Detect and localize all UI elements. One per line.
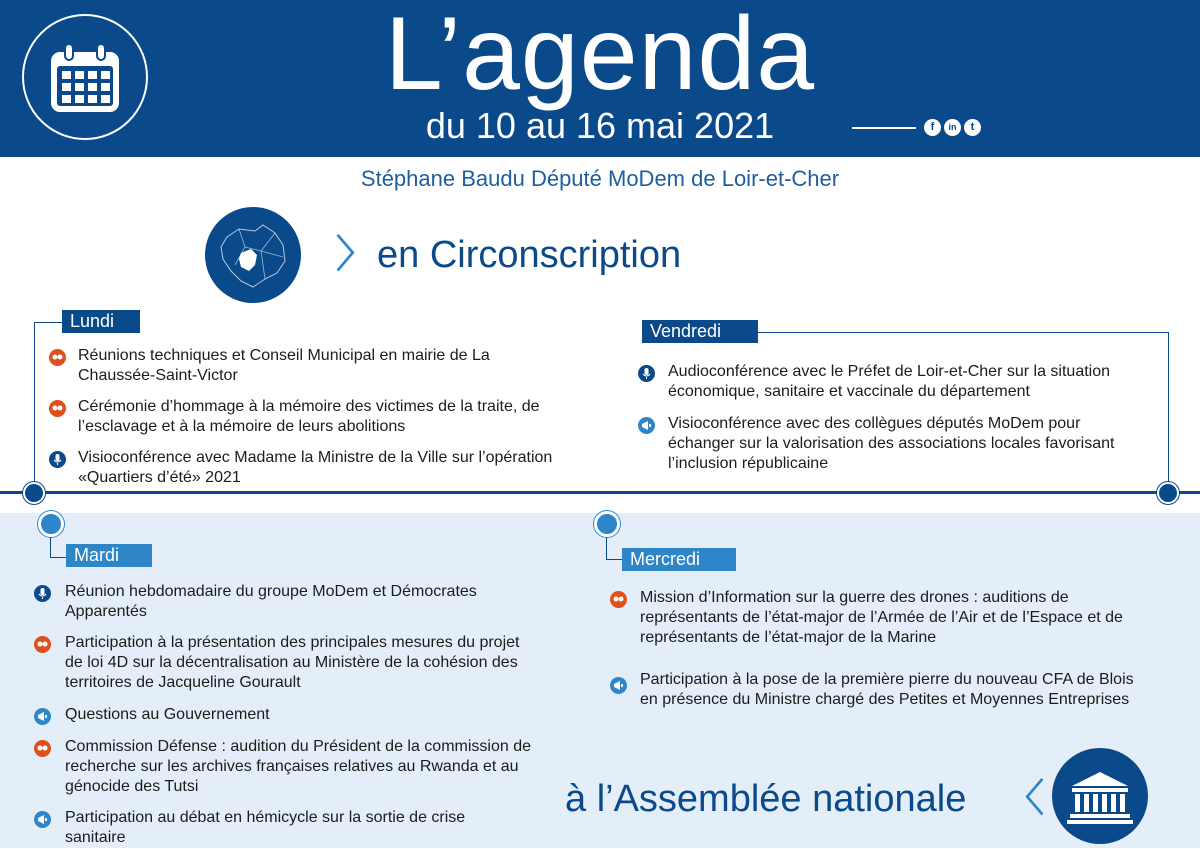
assemblee-circle — [1052, 748, 1148, 844]
mardi-item-5: Participation au débat en hémicycle sur la sortie de crise sanitaire — [65, 809, 466, 846]
lundi-item-3: Visioconférence avec Madame la Ministre de la Ville sur l’opération «Quartiers d’été» 2021 — [78, 449, 553, 486]
deputy-subtitle: Stéphane Baudu Député MoDem de Loir-et-Cher — [360, 166, 840, 191]
meeting-icon — [610, 591, 627, 608]
meeting-icon — [49, 400, 66, 417]
lundi-item-1: Réunions techniques et Conseil Municipal en mairie de La Chaussée-Saint-Victor — [78, 347, 490, 384]
assemblee-building-icon — [1052, 748, 1148, 844]
lundi-connector-vertical — [34, 322, 35, 492]
mardi-dot — [38, 511, 64, 537]
twitter-icon[interactable]: t — [964, 119, 981, 136]
day-label-lundi: Lundi — [62, 310, 140, 333]
linkedin-icon[interactable]: in — [944, 119, 961, 136]
lundi-item-2: Cérémonie d’hommage à la mémoire des victimes de la traite, de l’esclavage et à la mémoire de leurs abolitions — [78, 398, 540, 435]
megaphone-icon — [638, 417, 655, 434]
meeting-icon — [49, 349, 66, 366]
page-title: L’agenda — [384, 0, 816, 112]
date-range: du 10 au 16 mai 2021 — [425, 105, 775, 146]
megaphone-icon — [610, 677, 627, 694]
mardi-item-2: Participation à la présentation des principales mesures du projet de loi 4D sur la décentralisation au Ministère de la cohésion des territoires de Jacqueline Gourault — [65, 634, 520, 691]
mercredi-item-1: Mission d’Information sur la guerre des drones : auditions de représentants de l’état-major de l’Armée de l’Air et de l’Espace et de représentants de l’état-major de la Marine — [640, 589, 1123, 646]
mardi-connector-vertical — [50, 537, 51, 557]
timeline-dot-left — [23, 482, 45, 504]
microphone-icon — [34, 585, 51, 602]
day-label-mardi: Mardi — [66, 544, 152, 567]
meeting-icon — [34, 636, 51, 653]
microphone-icon — [49, 451, 66, 468]
loir-et-cher-map-icon — [205, 207, 301, 303]
megaphone-icon — [34, 811, 51, 828]
vendredi-item-1: Audioconférence avec le Préfet de Loir-et-Cher sur la situation économique, sanitaire et vaccinale du département — [668, 363, 1111, 400]
microphone-icon — [638, 365, 655, 382]
social-divider — [852, 127, 916, 129]
chevron-left-icon: 〈 — [1006, 778, 1045, 820]
facebook-icon[interactable]: f — [924, 119, 941, 136]
mardi-item-1: Réunion hebdomadaire du groupe MoDem et Démocrates Apparentés — [65, 583, 477, 620]
mercredi-dot — [594, 511, 620, 537]
header-banner — [0, 0, 1200, 157]
day-label-vendredi: Vendredi — [642, 320, 758, 343]
mardi-item-4: Commission Défense : audition du Président de la commission de recherche sur les archives françaises relatives au Rwanda et au génocide des Tutsi — [65, 738, 532, 795]
section-assemblee-title: à l’Assemblée nationale — [565, 778, 967, 820]
vendredi-connector-vertical — [1168, 332, 1169, 492]
section-circonscription-title: en Circonscription — [377, 234, 682, 276]
megaphone-icon — [34, 708, 51, 725]
mercredi-connector-vertical — [606, 537, 607, 559]
map-circle — [205, 207, 301, 303]
timeline-dot-right — [1157, 482, 1179, 504]
day-label-mercredi: Mercredi — [622, 548, 736, 571]
timeline-line — [0, 491, 1200, 494]
mardi-item-3: Questions au Gouvernement — [65, 706, 270, 723]
meeting-icon — [34, 740, 51, 757]
vendredi-item-2: Visioconférence avec des collègues députés MoDem pour échanger sur la valorisation des associations locales favorisant l’inclusion républicaine — [668, 415, 1115, 472]
mercredi-item-2: Participation à la pose de la première pierre du nouveau CFA de Blois en présence du Ministre chargé des Petites et Moyennes Entreprises — [640, 671, 1134, 708]
calendar-icon — [48, 42, 122, 116]
chevron-right-icon: 〉 — [336, 234, 375, 276]
